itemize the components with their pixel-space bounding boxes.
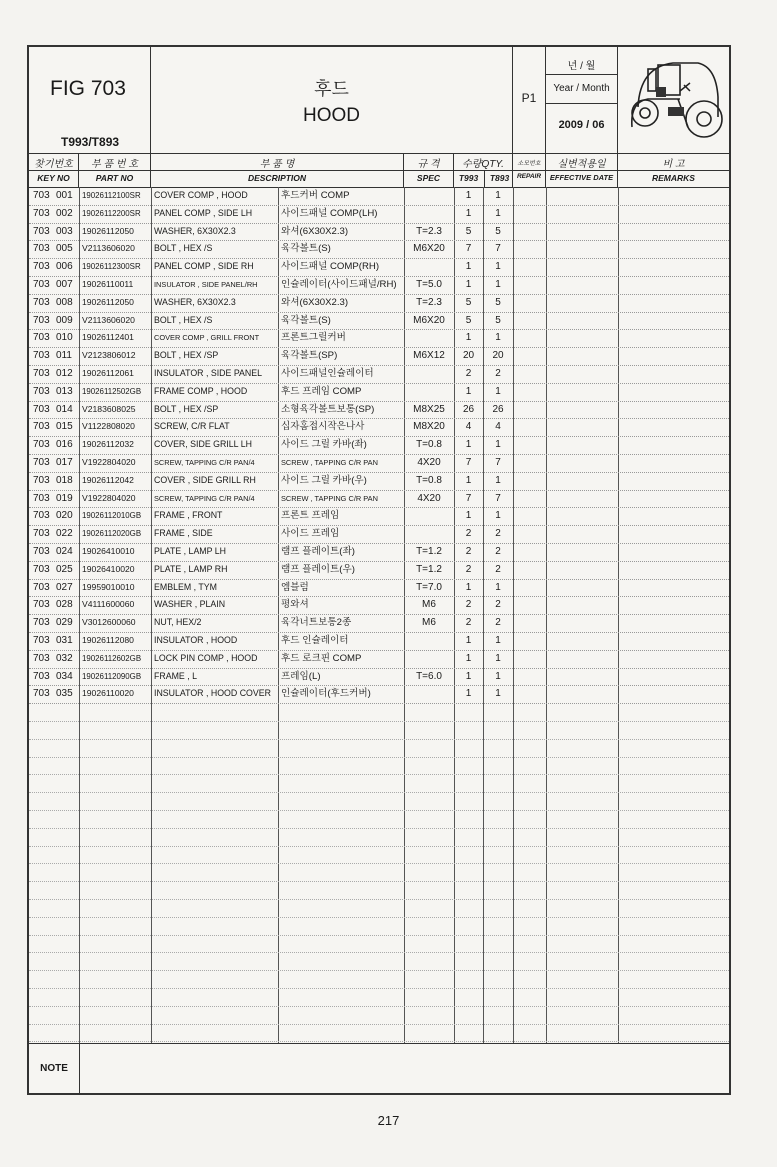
empty-row bbox=[29, 988, 729, 1007]
empty-row bbox=[29, 899, 729, 918]
parts-sheet bbox=[27, 45, 731, 1095]
table-row bbox=[29, 650, 729, 669]
cell-k2: 024 bbox=[56, 546, 73, 557]
cell-spec: T=6.0 bbox=[416, 670, 442, 682]
cell-kr: 후드 인슐레이터 bbox=[281, 635, 349, 646]
table-row bbox=[29, 383, 729, 402]
col-qty: 수량QTY. T993 T893 bbox=[454, 153, 513, 187]
cell-en: SCREW, TAPPING C/R PAN/4 bbox=[154, 458, 255, 467]
cell-q1: 4 bbox=[465, 421, 472, 433]
cell-kr: 후드커버 COMP bbox=[281, 190, 350, 201]
cell-spec: T=2.3 bbox=[416, 296, 442, 308]
cell-en: BOLT , HEX /SP bbox=[154, 350, 219, 361]
cell-k2: 035 bbox=[56, 688, 73, 700]
table-row bbox=[29, 668, 729, 687]
table-row bbox=[29, 258, 729, 277]
cell-kr: 사이드 그릴 카바(좌) bbox=[281, 439, 367, 451]
cell-k1: 703 bbox=[33, 439, 50, 451]
cell-q2: 5 bbox=[495, 296, 501, 308]
cell-spec: M6X20 bbox=[413, 314, 445, 326]
cell-k2: 011 bbox=[56, 350, 72, 362]
cell-kr: 프레임(L) bbox=[281, 670, 321, 682]
empty-row bbox=[29, 881, 729, 900]
cell-k2: 027 bbox=[56, 581, 73, 593]
cell-en: PLATE , LAMP LH bbox=[154, 546, 227, 556]
tractor-icon bbox=[618, 47, 729, 153]
cell-en: COVER , SIDE GRILL RH bbox=[154, 474, 256, 485]
cell-q2: 1 bbox=[495, 190, 501, 201]
col-repair: 소모번호 REPAIR bbox=[513, 153, 546, 187]
cell-spec: M6 bbox=[422, 617, 436, 629]
cell-en: PLATE , LAMP RH bbox=[154, 563, 228, 574]
cell-q2: 4 bbox=[495, 421, 501, 433]
cell-q1: 1 bbox=[465, 385, 472, 397]
cell-kr: 프론트 프레임 bbox=[281, 510, 340, 522]
cell-k2: 031 bbox=[56, 635, 73, 646]
cell-k2: 002 bbox=[56, 207, 73, 219]
cell-en: INSULATOR , SIDE PANEL/RH bbox=[154, 280, 258, 289]
cell-part: V3012600060 bbox=[82, 617, 136, 628]
table-row bbox=[29, 205, 729, 224]
cell-en: NUT, HEX/2 bbox=[154, 617, 202, 628]
title-korean: 후드 bbox=[314, 79, 349, 99]
table-row bbox=[29, 223, 729, 242]
cell-spec: T=2.3 bbox=[416, 225, 442, 237]
cell-part: 19026112602GB bbox=[82, 653, 142, 663]
empty-row bbox=[29, 757, 729, 776]
cell-spec: M6 bbox=[422, 599, 436, 611]
cell-k2: 005 bbox=[56, 243, 73, 255]
cell-q2: 2 bbox=[495, 563, 501, 575]
cell-k1: 703 bbox=[33, 385, 50, 397]
cell-kr: 램프 플레이트(우) bbox=[281, 563, 355, 575]
cell-k2: 016 bbox=[56, 439, 73, 451]
cell-kr: 평와셔 bbox=[281, 599, 309, 611]
table-row bbox=[29, 276, 729, 295]
table-row bbox=[29, 685, 729, 704]
cell-en: BOLT , HEX /S bbox=[154, 314, 213, 325]
cell-q1: 7 bbox=[465, 457, 472, 468]
cell-part: 19026112090GB bbox=[82, 671, 142, 681]
cell-spec: 4X20 bbox=[417, 457, 441, 468]
cell-part: 19959010010 bbox=[82, 581, 135, 592]
cell-q1: 1 bbox=[465, 439, 472, 451]
cell-k2: 025 bbox=[56, 563, 73, 575]
cell-kr: SCREW , TAPPING C/R PAN bbox=[281, 493, 378, 503]
cell-q2: 2 bbox=[495, 528, 501, 540]
cell-k1: 703 bbox=[33, 546, 50, 557]
cell-q2: 2 bbox=[495, 617, 501, 629]
page-code: P1 bbox=[521, 91, 537, 105]
cell-q2: 1 bbox=[495, 207, 501, 219]
table-row bbox=[29, 347, 729, 366]
cell-k1: 703 bbox=[33, 688, 50, 700]
cell-kr: 육각볼트(S) bbox=[281, 243, 331, 255]
col-spec: 규 격 SPEC bbox=[404, 153, 454, 187]
cell-en: INSULATOR , HOOD COVER bbox=[154, 688, 271, 699]
empty-row bbox=[29, 774, 729, 793]
cell-q2: 20 bbox=[492, 350, 504, 362]
cell-k1: 703 bbox=[33, 617, 50, 629]
cell-en: SCREW, TAPPING C/R PAN/4 bbox=[154, 493, 255, 503]
cell-k1: 703 bbox=[33, 279, 50, 290]
cell-en: WASHER, 6X30X2.3 bbox=[154, 296, 236, 307]
cell-k2: 029 bbox=[56, 617, 73, 629]
cell-en: INSULATOR , HOOD bbox=[154, 635, 238, 645]
cell-k1: 703 bbox=[33, 599, 50, 611]
cell-part: V1922804020 bbox=[82, 492, 136, 503]
cell-q1: 1 bbox=[465, 510, 472, 522]
cell-en: BOLT , HEX /SP bbox=[154, 403, 219, 414]
cell-kr: 사이드 그릴 카바(우) bbox=[281, 474, 367, 486]
column-header bbox=[29, 153, 729, 188]
table-row bbox=[29, 294, 729, 313]
cell-k1: 703 bbox=[33, 510, 50, 522]
cell-kr: 와셔(6X30X2.3) bbox=[281, 225, 349, 237]
cell-en: SCREW, C/R FLAT bbox=[154, 421, 230, 432]
cell-spec: T=1.2 bbox=[416, 563, 442, 575]
cell-k2: 006 bbox=[56, 261, 73, 273]
cell-part: 19026112300SR bbox=[82, 262, 141, 272]
empty-row bbox=[29, 846, 729, 865]
cell-en: WASHER, 6X30X2.3 bbox=[154, 225, 236, 236]
cell-en: WASHER , PLAIN bbox=[154, 599, 226, 610]
table-row bbox=[29, 490, 729, 509]
cell-q1: 1 bbox=[465, 261, 472, 273]
cell-kr: 후드 프레임 COMP bbox=[281, 385, 362, 397]
empty-row bbox=[29, 810, 729, 829]
cell-spec: M8X20 bbox=[413, 421, 445, 433]
cell-q2: 1 bbox=[495, 688, 501, 700]
year-month-label: Year / Month bbox=[553, 83, 610, 94]
cell-q2: 1 bbox=[495, 670, 501, 682]
title-english: HOOD bbox=[303, 105, 360, 126]
cell-q2: 1 bbox=[495, 332, 501, 344]
cell-q1: 1 bbox=[465, 581, 472, 593]
table-row bbox=[29, 240, 729, 259]
cell-q2: 2 bbox=[495, 546, 501, 557]
date-cell bbox=[546, 47, 618, 153]
cell-k1: 703 bbox=[33, 368, 50, 379]
issue-date: 2009 / 06 bbox=[558, 119, 605, 131]
cell-k1: 703 bbox=[33, 296, 50, 308]
cell-k2: 019 bbox=[56, 492, 73, 504]
cell-part: V2113606020 bbox=[82, 314, 135, 325]
cell-part: 19026112050 bbox=[82, 225, 134, 236]
cell-en: PANEL COMP , SIDE LH bbox=[154, 207, 253, 218]
cell-q1: 2 bbox=[465, 528, 472, 540]
empty-row bbox=[29, 863, 729, 882]
cell-spec: T=5.0 bbox=[416, 279, 442, 290]
cell-q1: 2 bbox=[465, 617, 472, 629]
cell-k1: 703 bbox=[33, 332, 50, 344]
cell-k1: 703 bbox=[33, 581, 50, 593]
cell-spec: T=0.8 bbox=[416, 439, 442, 451]
empty-row bbox=[29, 952, 729, 971]
cell-kr: 육각너트보통2종 bbox=[281, 617, 352, 629]
cell-q1: 2 bbox=[465, 599, 472, 611]
cell-q2: 1 bbox=[495, 635, 501, 646]
cell-part: V2113606020 bbox=[82, 243, 135, 254]
year-month-korean: 년 / 월 bbox=[567, 61, 596, 72]
cell-part: 19026112032 bbox=[82, 439, 134, 450]
cell-k2: 032 bbox=[56, 652, 73, 664]
cell-k2: 022 bbox=[56, 528, 73, 540]
empty-row bbox=[29, 1024, 729, 1043]
figure-cell bbox=[29, 47, 151, 153]
table-row bbox=[29, 632, 729, 651]
cell-kr: 램프 플레이트(좌) bbox=[281, 546, 355, 557]
cell-en: COVER COMP , HOOD bbox=[154, 190, 248, 200]
cell-kr: 프론트그릴커버 bbox=[281, 332, 346, 344]
table-row bbox=[29, 312, 729, 331]
cell-k1: 703 bbox=[33, 652, 50, 664]
model-label: T993/T893 bbox=[61, 135, 120, 149]
cell-part: V2183608025 bbox=[82, 403, 136, 414]
cell-k2: 017 bbox=[56, 457, 73, 468]
cell-q1: 1 bbox=[465, 332, 472, 344]
cell-kr: 사이드패널인슐레이터 bbox=[281, 368, 374, 379]
cell-q2: 1 bbox=[495, 474, 501, 486]
cell-part: V1922804020 bbox=[82, 457, 136, 467]
cell-k2: 015 bbox=[56, 421, 73, 433]
empty-row bbox=[29, 970, 729, 989]
table-row bbox=[29, 525, 729, 544]
cell-k1: 703 bbox=[33, 403, 50, 415]
cell-k2: 012 bbox=[56, 368, 73, 379]
cell-en: BOLT , HEX /S bbox=[154, 243, 213, 254]
table-row bbox=[29, 436, 729, 455]
cell-part: 19026112061 bbox=[82, 368, 134, 378]
cell-part: 19026110020 bbox=[82, 688, 134, 699]
cell-kr: 후드 로크핀 COMP bbox=[281, 652, 362, 664]
cell-kr: SCREW , TAPPING C/R PAN bbox=[281, 458, 378, 467]
title-cell bbox=[151, 47, 513, 153]
cell-kr: 십자홈접시작은나사 bbox=[281, 421, 365, 433]
tractor-thumbnail bbox=[618, 47, 729, 153]
cell-part: 19026112200SR bbox=[82, 208, 141, 218]
cell-kr: 엠블럼 bbox=[281, 581, 309, 593]
cell-kr: 와셔(6X30X2.3) bbox=[281, 296, 349, 308]
cell-en: COVER, SIDE GRILL LH bbox=[154, 439, 252, 450]
table-row bbox=[29, 472, 729, 491]
cell-part: V1122808020 bbox=[82, 421, 135, 432]
empty-row bbox=[29, 739, 729, 758]
cell-spec: T=7.0 bbox=[416, 581, 442, 593]
cell-k1: 703 bbox=[33, 563, 50, 575]
cell-part: 19026112502GB bbox=[82, 386, 142, 396]
cell-kr: 사이드 프레임 bbox=[281, 528, 340, 540]
cell-q1: 1 bbox=[465, 688, 472, 700]
table-row bbox=[29, 614, 729, 633]
cell-q1: 1 bbox=[465, 190, 472, 201]
cell-q2: 2 bbox=[495, 599, 501, 611]
cell-k2: 014 bbox=[56, 403, 73, 415]
cell-en: FRAME COMP , HOOD bbox=[154, 385, 248, 396]
cell-q2: 1 bbox=[495, 385, 501, 397]
cell-kr: 사이드패널 COMP(RH) bbox=[281, 261, 380, 273]
cell-en: LOCK PIN COMP , HOOD bbox=[154, 652, 258, 663]
cell-en: PANEL COMP , SIDE RH bbox=[154, 261, 254, 272]
cell-q2: 7 bbox=[495, 457, 501, 468]
cell-q2: 1 bbox=[495, 279, 501, 290]
empty-row bbox=[29, 935, 729, 954]
cell-q1: 1 bbox=[465, 670, 472, 682]
table-row bbox=[29, 365, 729, 384]
col-part: 부 품 번 호 PART NO bbox=[79, 153, 151, 187]
col-remarks: 비 고 REMARKS bbox=[618, 153, 729, 187]
cell-q1: 1 bbox=[465, 279, 472, 290]
cell-part: 19026112401 bbox=[82, 332, 134, 343]
cell-kr: 소형육각볼트보통(SP) bbox=[281, 403, 375, 415]
cell-part: V4111600060 bbox=[82, 599, 135, 610]
cell-spec: M6X20 bbox=[413, 243, 445, 255]
page-number: 217 bbox=[377, 1113, 400, 1128]
cell-part: 19026110011 bbox=[82, 279, 134, 289]
cell-q1: 1 bbox=[465, 635, 472, 646]
empty-row bbox=[29, 1006, 729, 1025]
cell-q1: 20 bbox=[462, 350, 475, 362]
cell-q1: 2 bbox=[465, 546, 472, 557]
table-row bbox=[29, 579, 729, 598]
cell-q1: 2 bbox=[465, 368, 472, 379]
table-row bbox=[29, 543, 729, 562]
cell-k2: 001 bbox=[56, 190, 73, 201]
cell-en: FRAME , FRONT bbox=[154, 510, 223, 521]
cell-q2: 1 bbox=[495, 439, 501, 451]
cell-k2: 007 bbox=[56, 279, 73, 290]
cell-spec: 4X20 bbox=[417, 492, 441, 504]
cell-q1: 7 bbox=[465, 243, 472, 255]
cell-part: 19026112100SR bbox=[82, 191, 141, 200]
empty-row bbox=[29, 828, 729, 847]
col-description: 부 품 명 DESCRIPTION bbox=[151, 153, 404, 187]
table-row bbox=[29, 187, 729, 206]
cell-spec: M6X12 bbox=[413, 350, 445, 362]
sheet-header bbox=[29, 47, 729, 154]
cell-part: 19026112080 bbox=[82, 635, 134, 645]
parts-table-body bbox=[29, 187, 729, 1043]
cell-en: FRAME , SIDE bbox=[154, 528, 213, 539]
cell-kr: 인슐레이터(후드커버) bbox=[281, 688, 371, 700]
empty-row bbox=[29, 721, 729, 740]
cell-en: COVER COMP , GRILL FRONT bbox=[154, 333, 260, 343]
cell-q1: 1 bbox=[465, 474, 472, 486]
cell-k1: 703 bbox=[33, 474, 50, 486]
cell-q1: 5 bbox=[465, 225, 472, 237]
col-key: 찾기번호 KEY NO bbox=[29, 153, 79, 187]
cell-q1: 26 bbox=[462, 403, 475, 415]
table-row bbox=[29, 418, 729, 437]
empty-row bbox=[29, 703, 729, 722]
cell-en: EMBLEM , TYM bbox=[154, 581, 217, 592]
cell-k2: 013 bbox=[56, 385, 73, 397]
cell-k1: 703 bbox=[33, 261, 50, 273]
cell-q2: 1 bbox=[495, 581, 501, 593]
cell-k1: 703 bbox=[33, 670, 50, 682]
cell-spec: M8X25 bbox=[413, 403, 445, 415]
cell-k2: 010 bbox=[56, 332, 73, 344]
cell-k1: 703 bbox=[33, 314, 50, 326]
cell-part: 19026112042 bbox=[82, 474, 134, 485]
cell-q1: 5 bbox=[465, 296, 472, 308]
cell-k1: 703 bbox=[33, 243, 50, 255]
cell-part: 19026112020GB bbox=[82, 529, 142, 539]
cell-k1: 703 bbox=[33, 225, 50, 237]
cell-k2: 028 bbox=[56, 599, 73, 611]
cell-part: V2123806012 bbox=[82, 350, 136, 361]
cell-k1: 703 bbox=[33, 207, 50, 219]
cell-en: FRAME , L bbox=[154, 670, 198, 681]
cell-k1: 703 bbox=[33, 457, 50, 468]
cell-k1: 703 bbox=[33, 492, 50, 504]
cell-spec: T=0.8 bbox=[416, 474, 442, 486]
note-label: NOTE bbox=[29, 1044, 80, 1094]
cell-q2: 1 bbox=[495, 261, 501, 273]
empty-row bbox=[29, 792, 729, 811]
cell-q1: 1 bbox=[465, 652, 472, 664]
table-row bbox=[29, 401, 729, 420]
cell-q1: 7 bbox=[465, 492, 472, 504]
cell-k1: 703 bbox=[33, 350, 50, 362]
figure-number: FIG 703 bbox=[50, 77, 126, 100]
cell-part: 19026112050 bbox=[82, 296, 134, 307]
table-row bbox=[29, 561, 729, 580]
cell-q1: 1 bbox=[465, 207, 472, 219]
cell-k2: 020 bbox=[56, 510, 73, 522]
cell-k1: 703 bbox=[33, 421, 50, 433]
note-area bbox=[29, 1043, 729, 1094]
col-effective-date: 실변적용일 EFFECTIVE DATE bbox=[546, 153, 618, 187]
cell-k1: 703 bbox=[33, 190, 50, 201]
cell-q2: 2 bbox=[495, 368, 501, 379]
cell-q1: 2 bbox=[465, 563, 472, 575]
cell-q2: 26 bbox=[492, 403, 504, 415]
cell-q2: 7 bbox=[495, 492, 501, 504]
cell-q2: 1 bbox=[495, 652, 501, 664]
table-row bbox=[29, 454, 729, 473]
table-row bbox=[29, 507, 729, 526]
cell-k2: 008 bbox=[56, 296, 73, 308]
cell-part: 19026410020 bbox=[82, 563, 135, 574]
cell-part: 19026410010 bbox=[82, 546, 135, 556]
cell-en: INSULATOR , SIDE PANEL bbox=[154, 368, 263, 378]
empty-row bbox=[29, 917, 729, 936]
cell-part: 19026112010GB bbox=[82, 511, 142, 521]
cell-k1: 703 bbox=[33, 635, 50, 646]
cell-k2: 018 bbox=[56, 474, 73, 486]
cell-kr: 인슐레이터(사이드패널/RH) bbox=[281, 279, 397, 290]
cell-q2: 1 bbox=[495, 510, 501, 522]
cell-spec: T=1.2 bbox=[416, 546, 442, 557]
table-row bbox=[29, 596, 729, 615]
cell-k2: 009 bbox=[56, 314, 73, 326]
cell-kr: 육각볼트(S) bbox=[281, 314, 331, 326]
cell-kr: 육각볼트(SP) bbox=[281, 350, 338, 362]
cell-q2: 7 bbox=[495, 243, 501, 255]
cell-k2: 034 bbox=[56, 670, 73, 682]
cell-q2: 5 bbox=[495, 225, 501, 237]
cell-k2: 003 bbox=[56, 225, 73, 237]
cell-k1: 703 bbox=[33, 528, 50, 540]
table-row bbox=[29, 329, 729, 348]
cell-q1: 5 bbox=[465, 314, 472, 326]
page-cell bbox=[513, 47, 546, 153]
cell-q2: 5 bbox=[495, 314, 501, 326]
cell-kr: 사이드패널 COMP(LH) bbox=[281, 207, 378, 219]
